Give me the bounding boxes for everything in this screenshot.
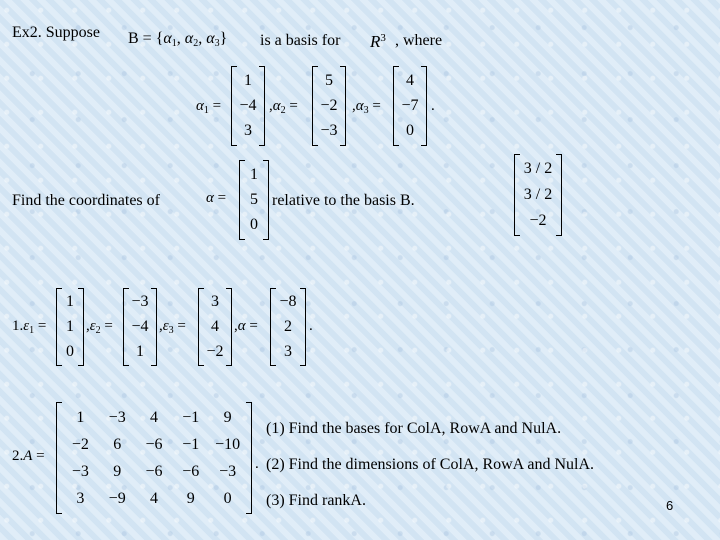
- prob1-alpha-vector: [270, 288, 306, 366]
- matrix-A-cell: −10: [215, 435, 241, 453]
- equals-sign: =: [142, 30, 152, 47]
- answer-entry: 3 / 2: [523, 186, 553, 203]
- alpha1-entry: −4: [239, 96, 257, 114]
- alpha2-entry: −2: [320, 96, 338, 114]
- prob1-alpha-entry: −8: [279, 293, 297, 311]
- answer-entry: −2: [529, 212, 547, 229]
- matrix-A-cell: 9: [223, 408, 232, 426]
- ex2-title: Ex2. Suppose: [12, 24, 100, 41]
- matrix-A-cell: 4: [149, 489, 158, 507]
- eps2-entry: −4: [131, 317, 149, 335]
- eps3-entry: −2: [206, 342, 224, 360]
- prob1-alpha-entry: 3: [284, 342, 292, 360]
- matrix-A-cell: −6: [182, 462, 200, 480]
- find-coordinates-text: Find the coordinates of: [12, 192, 160, 209]
- matrix-A-cell: −2: [71, 435, 89, 453]
- problem2-label: 2.A =: [12, 448, 45, 464]
- eps2-entry: −3: [131, 293, 149, 311]
- alpha1-label: $\alpha_1$ =: [196, 98, 222, 116]
- eps1-entry: 1: [66, 293, 74, 311]
- matrix-A-cell: −6: [145, 435, 163, 453]
- alpha2-entry: 5: [325, 71, 333, 89]
- eps2-vector: [123, 288, 157, 366]
- eps3-entry: 4: [211, 317, 219, 335]
- matrix-A-cell: −3: [108, 408, 126, 426]
- alpha1-vector: [231, 66, 265, 146]
- prob1-alpha-label: ,α =: [234, 318, 258, 334]
- r3-symbol: $R^3$: [370, 32, 386, 51]
- matrix-A: [56, 402, 252, 514]
- answer-entry: 3 / 2: [523, 160, 553, 177]
- alpha3-label: $,\alpha_3$ =: [352, 98, 381, 116]
- alpha-vector: [239, 160, 269, 240]
- matrix-A-cell: −3: [219, 462, 237, 480]
- matrix-A-cell: −3: [71, 462, 89, 480]
- alpha2-label: $,\alpha_2$ =: [269, 98, 298, 116]
- alpha3-vector: [393, 66, 427, 146]
- matrix-A-cell: 6: [113, 435, 122, 453]
- matrix-A-cell: 9: [113, 462, 122, 480]
- eps3-vector: [198, 288, 232, 366]
- eps1-vector: [56, 288, 84, 366]
- alpha3-entry: 4: [406, 71, 414, 89]
- where-text: , where: [395, 32, 443, 49]
- basis-letter: B: [128, 30, 139, 47]
- matrix-A-cell: 4: [149, 408, 158, 426]
- matrix-A-cell: 3: [76, 489, 85, 507]
- matrix-A-cell: −1: [182, 408, 200, 426]
- matrix-A-cell: 1: [76, 408, 85, 426]
- set-close-brace: }: [219, 30, 228, 47]
- question-3: (3) Find rankA.: [266, 492, 366, 509]
- eps2-label: $,\varepsilon_2$ =: [86, 318, 113, 336]
- alpha2-vector: [312, 66, 346, 146]
- alpha-entry: 0: [250, 216, 258, 234]
- eps1-entry: 0: [66, 342, 74, 360]
- eps2-entry: 1: [136, 342, 144, 360]
- problem1-label: $1.\varepsilon_1$ =: [12, 318, 47, 336]
- prob1-alpha-entry: 2: [284, 317, 292, 335]
- alpha1-entry: 1: [244, 71, 252, 89]
- alpha-period: .: [431, 98, 435, 114]
- alpha-entry: 1: [250, 165, 258, 183]
- matrix-period: .: [255, 456, 259, 472]
- alpha1-entry: 3: [244, 122, 252, 140]
- matrix-A-cell: 9: [186, 489, 195, 507]
- alpha-entry: 5: [250, 190, 258, 208]
- matrix-A-cell: −1: [182, 435, 200, 453]
- page-number: 6: [666, 498, 674, 513]
- question-1: (1) Find the bases for ColA, RowA and NulA.: [266, 420, 562, 437]
- alpha2-entry: −3: [320, 122, 338, 140]
- alpha3-entry: −7: [401, 96, 419, 114]
- eps3-entry: 3: [211, 293, 219, 311]
- answer-vector: [514, 154, 562, 236]
- matrix-A-cell: −9: [108, 489, 126, 507]
- eps3-label: $,\varepsilon_3$ =: [159, 318, 186, 336]
- question-2: (2) Find the dimensions of ColA, RowA and NulA.: [266, 456, 594, 473]
- matrix-A-cell: 0: [223, 489, 232, 507]
- matrix-A-cell: −6: [145, 462, 163, 480]
- prob1-period: .: [309, 318, 313, 334]
- basis-set-expression: $B = \{\alpha_1$, $\alpha_2$, $\alpha_3$}: [128, 30, 228, 49]
- is-basis-text: is a basis for: [260, 32, 341, 49]
- alpha-label: α =: [206, 190, 227, 206]
- alpha3-entry: 0: [406, 122, 414, 140]
- set-open-brace: {: [155, 30, 164, 47]
- eps1-entry: 1: [66, 317, 74, 335]
- relative-basis-text: relative to the basis B.: [272, 192, 415, 209]
